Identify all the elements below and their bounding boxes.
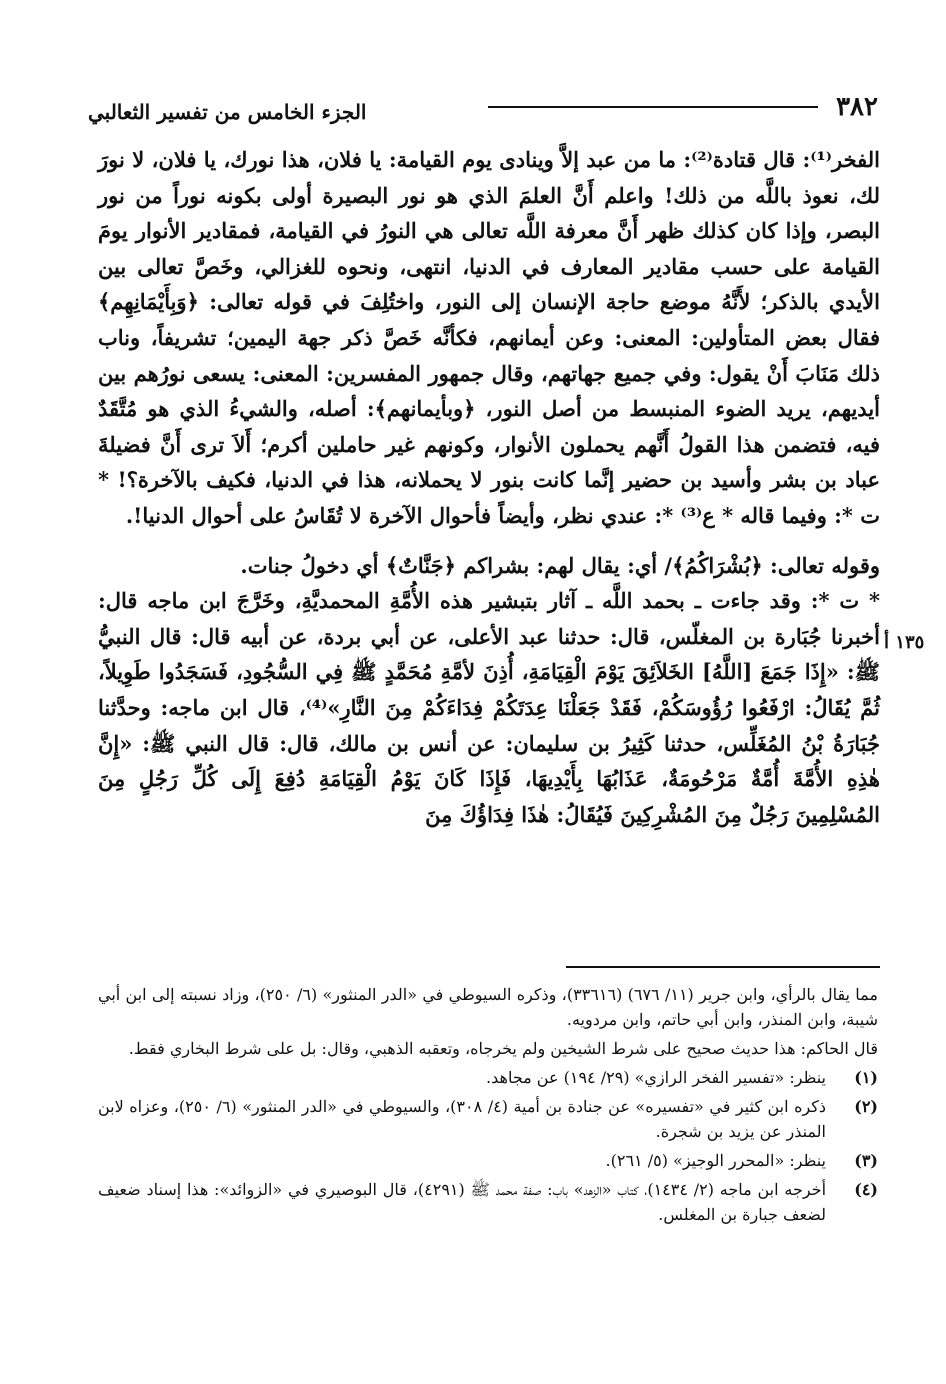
header-rule	[488, 106, 818, 108]
page-header	[88, 92, 878, 136]
footnote-continuation: مما يقال بالرأي، وابن جرير (١١/ ٦٧٦) (٣٣٦١٦)، وذكره السيوطي في «الدر المنثور» (٦/ ٢٥٠)، وزاد نسبته إلى ابن أبي شيبة، وابن المنذر، وابن أبي حاتم، وابن مردويه.	[98, 985, 878, 1029]
footnote-separator	[566, 966, 880, 968]
footnote-number: (٣)	[854, 1151, 878, 1170]
main-paragraph: * ت *: وقد جاءت ـ بحمد اللَّه ـ آثار بتبشير هذه الأُمَّةِ المحمديَّةِ، وخَرَّجَ ابن ماجه قال: أخبرنا جُبَارة بن المغلّس، قال: حدثنا عبد الأعلى، عن أبي بردة، عن أبيه قال: قال النبيُّ ﷺ: «إِذَا جَمَعَ [اللَّهُ] الخَلاَئِقَ يَوْمَ الْقِيَامَةِ، أُذِنَ لأمَّةِ مُحَمَّدٍ ﷺ فِي السُّجُودِ، فَسَجَدُوا طَوِيلاً، ثُمَّ يُقَالُ: ارْفَعُوا رُؤُوسَكُمْ، فَقَدْ جَعَلْنَا عِدَتَكُمْ فِدَاءَكُمْ مِنَ النَّارِ»⁽⁴⁾، قال ابن ماجه: وحدَّثنا جُبَارَةُ بْنُ المُغَلِّس، حدثنا كَثِيرُ بن سليمان: عن أنس بن مالك، قال: قال النبي ﷺ: «إِنَّ هٰذِهِ الأُمَّةَ أُمَّةٌ مَرْحُومَةٌ، عَذَابُهَا بِأَيْدِيهَا، فَإِذَا كَانَ يَوْمُ الْقِيَامَةِ دُفِعَ إِلَى كُلِّ رَجُلٍ مِنَ المُسْلِمِينَ رَجُلٌ مِنَ المُشْرِكِينَ فَيُقَالُ: هٰذَا فِدَاؤُكَ مِنَ	[98, 588, 880, 827]
manuscript-folio-marker: ١٣٥ أ	[884, 632, 925, 653]
footnote-number: (٢)	[854, 1097, 878, 1116]
main-paragraph: وقوله تعالى: ﴿بُشْرَاكُمُ﴾/ أي: يقال لهم: بشراكم ﴿جَنَّاتٌ﴾ أي دخولُ جنات.	[240, 552, 880, 578]
footnote-item	[98, 1065, 878, 1090]
main-text	[98, 142, 880, 832]
footnote-number: (٤)	[854, 1180, 878, 1199]
footnote-text: ينظر: «المحرر الوجيز» (٥/ ٢٦١).	[605, 1151, 826, 1170]
footnote-item	[98, 1094, 878, 1144]
footnote-number: (١)	[854, 1068, 878, 1087]
footnote-text: أخرجه ابن ماجه (٢/ ١٤٣٤)، كتاب «الزهد» باب: صفة محمد ﷺ (٤٢٩١)، قال البوصيري في «الزوائد»: هذا إسناد ضعيف لضعف جبارة بن المغلس.	[98, 1180, 827, 1224]
page-number: ٣٨٢	[836, 92, 878, 122]
main-paragraph: الفخر⁽¹⁾: قال قتادة⁽²⁾: ما من عبد إلاَّ وينادى يوم القيامة: يا فلان، هذا نورك، يا فلان، لا نورَ لك، نعوذ باللَّه من ذلك! واعلم أَنَّ العلمَ الذي هو نور البصيرة أولى بكونه نوراً من نور البصر، وإذا كان كذلك ظهر أَنَّ معرفة اللَّه تعالى هي النورُ في القيامة، فمقادير الأنوار يومَ القيامة على حسب مقادير المعارف في الدنيا، انتهى، ونحوه للغزالي، وخَصَّ تعالى بين الأيدي بالذكر؛ لأَنَّهُ موضع حاجة الإنسان إلى النور، واختُلِفَ في قوله تعالى: ﴿وَبِأَيْمَانِهِم﴾ فقال بعض المتأولين: المعنى: وعن أيمانهم، فكأنَّه خَصَّ ذكر جهة اليمين؛ تشريفاً، وناب ذلك مَنَابَ أَنْ يقول: وفي جميع جهاتهم، وقال جمهور المفسرين: المعنى: يسعى نورُهم بين أيديهم، يريد الضوء المنبسط من أصل النور، ﴿وبأيمانهم﴾: أصله، والشيءُ الذي هو مُتَّقَدٌ فيه، فتضمن هذا القولُ أَنَّهم يحملون الأنوار، وكونهم غير حاملين أكرم؛ أَلاَ ترى أَنَّ فضيلةَ عباد بن بشر وأسيد بن حضير إنَّما كانت بنور لا يحملانه، هذا في الدنيا، فكيف بالآخرة؟! * ت *: وفيما قاله * ع⁽³⁾ *: عندي نظر، وأيضاً فأحوال الآخرة لا تُقَاسُ على أحوال الدنيا!.	[98, 147, 880, 528]
footnote-text: ذكره ابن كثير في «تفسيره» عن جنادة بن أمية (٤/ ٣٠٨)، والسيوطي في «الدر المنثور» (٦/ ٢٥٠)، وعزاه لابن المنذر عن يزيد بن شجرة.	[98, 1097, 827, 1141]
footnote-item	[98, 1148, 878, 1173]
footnote-continuation: قال الحاكم: هذا حديث صحيح على شرط الشيخين ولم يخرجاه، وتعقبه الذهبي، وقال: بل على شرط البخاري فقط.	[128, 1039, 878, 1058]
footnote-item	[98, 1177, 878, 1227]
footnote-text: ينظر: «تفسير الفخر الرازي» (٢٩/ ١٩٤) عن مجاهد.	[486, 1068, 826, 1087]
running-title: الجزء الخامس من تفسير الثعالبي	[88, 100, 367, 124]
footnotes	[98, 982, 878, 1231]
